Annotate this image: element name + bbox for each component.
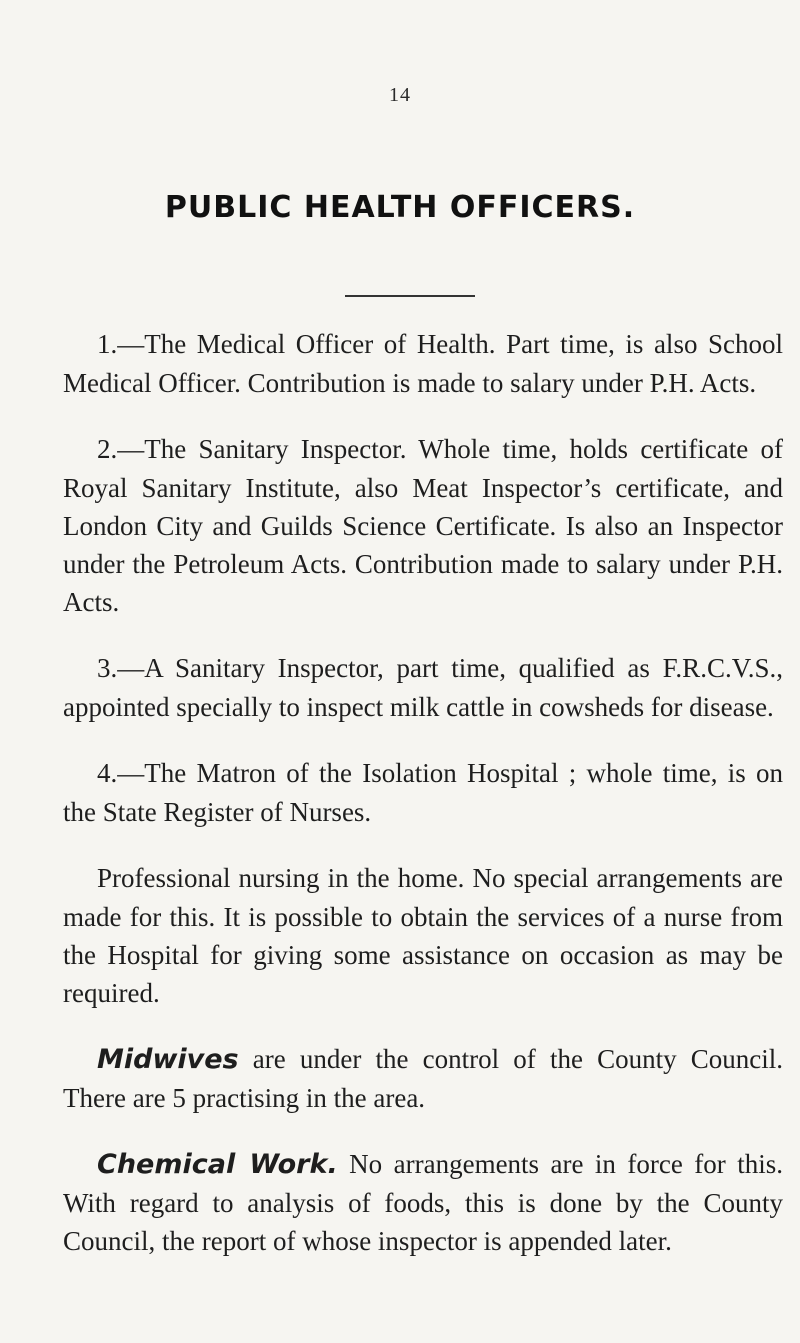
paragraph-sanitary-inspector xyxy=(63,430,783,621)
paragraph-medical-officer xyxy=(63,325,783,402)
paragraph-text: Professional nursing in the home. No special arrangements are made for this. It is possible to obtain the services of a nurse from the Hospital for giving some assistance on occasion as may be required. xyxy=(63,863,783,1008)
paragraph-text: 3.—A Sanitary Inspector, part time, qualified as F.R.C.V.S., appointed specially to inspect milk cattle in cowsheds for disease. xyxy=(63,653,783,722)
paragraph-professional-nursing xyxy=(63,859,783,1012)
paragraph-lead-midwives: Midwives xyxy=(97,1044,239,1075)
paragraph-part-time-inspector xyxy=(63,649,783,726)
paragraph-midwives xyxy=(63,1040,783,1117)
body-text xyxy=(63,325,783,1260)
page-number: 14 xyxy=(389,84,411,106)
paragraph-text: 1.—The Medical Officer of Health. Part time, is also School Medical Officer. Contribution is made to salary under P.H. Acts. xyxy=(63,329,783,398)
page-title: PUBLIC HEALTH OFFICERS. xyxy=(164,190,636,225)
paragraph-text: No arrangements are in force for this. With regard to analysis of foods, this is done by the County Council, the report of whose inspector is appended later. xyxy=(63,1149,783,1256)
paragraph-chemical-work xyxy=(63,1145,783,1260)
paragraph-text: are under the control of the County Council. There are 5 practising in the area. xyxy=(63,1044,783,1113)
paragraph-text: 2.—The Sanitary Inspector. Whole time, holds certificate of Royal Sanitary Institute, also Meat Inspector’s certificate, and London City and Guilds Science Certificate. Is also an Inspector under the Petroleum Acts. Contribution made to salary under P.H. Acts. xyxy=(63,434,783,617)
title-divider xyxy=(345,295,475,297)
paragraph-lead-chemical-work: Chemical Work. xyxy=(97,1149,338,1180)
paragraph-text: 4.—The Matron of the Isolation Hospital ; whole time, is on the State Register of Nurses. xyxy=(63,758,783,827)
paragraph-matron xyxy=(63,754,783,831)
